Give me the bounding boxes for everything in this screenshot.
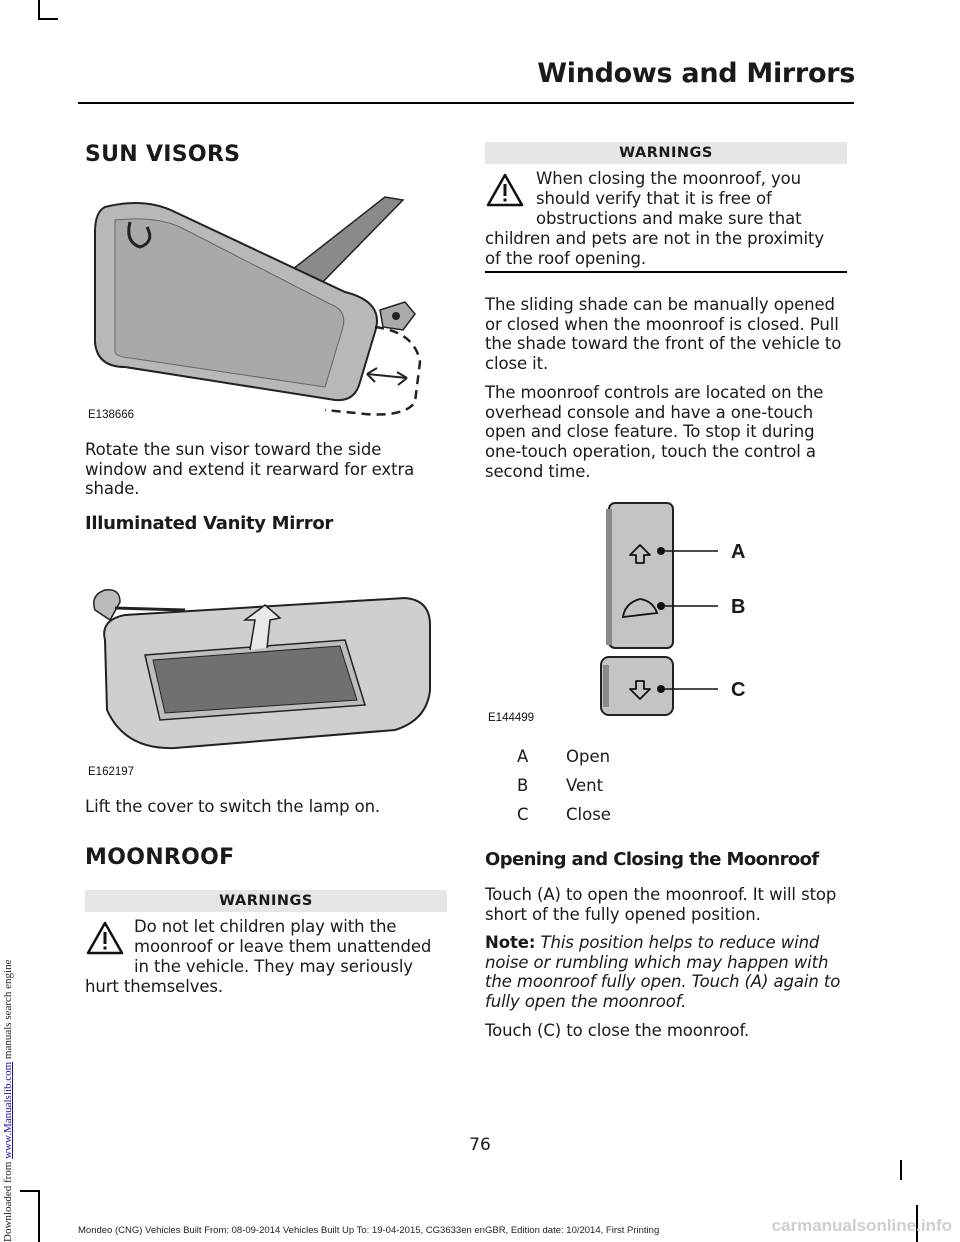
warning-triangle-icon [85,920,125,956]
sun-visors-heading: SUN VISORS [85,142,241,167]
warning-divider [485,271,847,273]
sun-visor-paragraph: Rotate the sun visor toward the side window and extend it rearward for extra shade. [85,440,415,499]
download-notice [2,960,14,1242]
shade-paragraph: The sliding shade can be manually opened or closed when the moonroof is closed. Pull the shade toward the front of the vehicle to close it. [485,295,842,374]
site-watermark: carmanualsonline.info [771,1216,952,1235]
legend-key: C [517,805,529,824]
vanity-mirror-paragraph: Lift the cover to switch the lamp on. [85,797,381,816]
figure-code: E138666 [88,409,135,421]
note-text: This position helps to reduce wind noise or rumbling which may happen with the moonroof fully open. Touch (A) again to fully open the moonroof. [485,933,841,1012]
legend-value: Vent [566,776,604,795]
controls-paragraph: The moonroof controls are located on the overhead console and have a one-touch open and close feature. To stop it during one-touch operation, touch the control a second time. [485,383,824,481]
warning-line: in the vehicle. They may seriously [134,957,413,976]
manualslib-link[interactable]: www.Manualslib.com [2,1061,14,1159]
vanity-mirror-heading: Illuminated Vanity Mirror [85,513,333,534]
legend-key: A [517,747,529,766]
legend-key: B [517,776,529,795]
note-paragraph [485,933,847,1012]
callout-label: C [731,679,746,701]
header-divider [78,102,854,104]
page-title: Windows and Mirrors [537,58,855,89]
warning-line: When closing the moonroof, you [536,169,802,188]
warning-triangle-icon [485,172,525,208]
callout-label: A [731,541,746,563]
warning-line: obstructions and make sure that [536,209,802,228]
warning-line: children and pets are not in the proximity [485,229,824,248]
callout-label: B [731,596,746,618]
crop-mark [38,0,40,20]
opening-closing-heading: Opening and Closing the Moonroof [485,849,819,870]
sun-visor-illustration [85,192,447,428]
figure-code: E162197 [88,766,135,778]
open-paragraph: Touch (A) to open the moonroof. It will stop short of the fully opened position. [485,885,837,924]
warnings-bar: WARNINGS [85,890,447,912]
legend-value: Close [566,805,611,824]
moonroof-controls-illustration [485,495,847,725]
page-number: 76 [469,1135,491,1155]
warning-line: should verify that it is free of [536,189,772,208]
close-paragraph: Touch (C) to close the moonroof. [485,1021,750,1040]
crop-mark [20,1190,40,1192]
vanity-mirror-illustration [85,580,447,770]
crop-mark [38,18,58,20]
download-suffix: manuals search engine [2,959,14,1062]
warning-line: hurt themselves. [85,977,224,996]
note-label: Note: [485,933,536,952]
crop-mark [38,1190,40,1242]
download-prefix: Downloaded from [2,1158,14,1242]
crop-mark [900,1160,902,1180]
warning-line: of the roof opening. [485,249,647,268]
warnings-bar: WARNINGS [485,142,847,164]
warning-line: Do not let children play with the [134,917,397,936]
footer-edition: Mondeo (CNG) Vehicles Built From: 08-09-2014 Vehicles Built Up To: 19-04-2015, CG3633en enGBR, Edition date: 10/2014, First Printing [78,1225,660,1236]
legend-value: Open [566,747,611,766]
moonroof-heading: MOONROOF [85,845,235,870]
figure-code: E144499 [488,712,535,724]
warning-line: moonroof or leave them unattended [134,937,432,956]
